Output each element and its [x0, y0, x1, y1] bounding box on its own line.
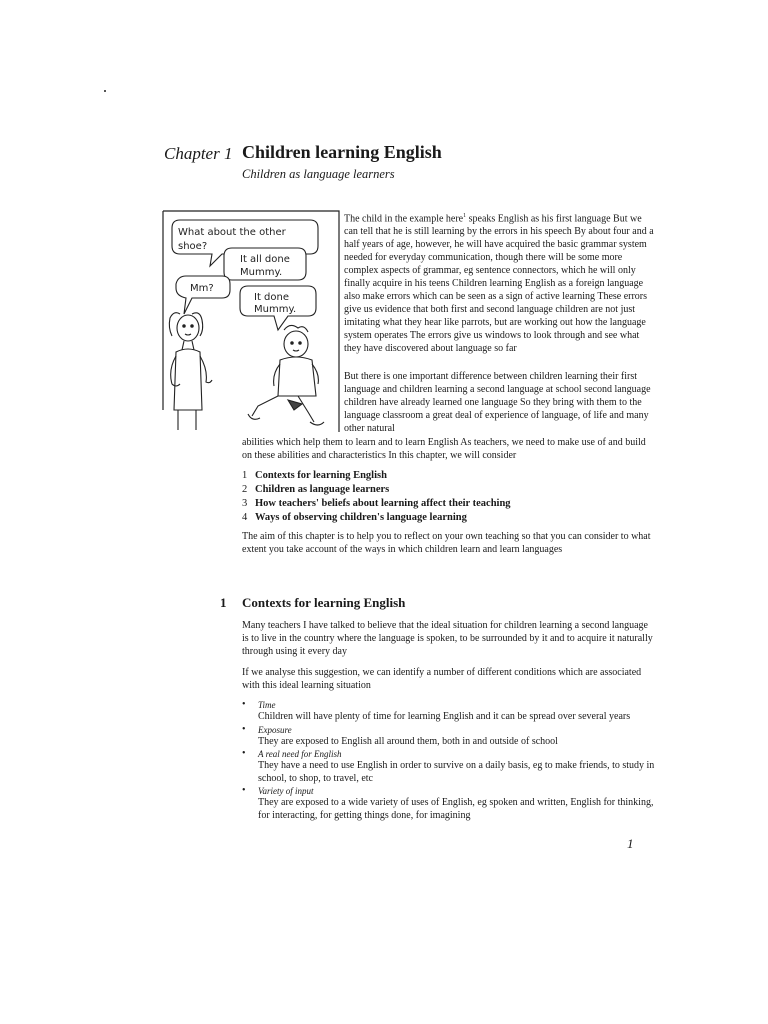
- bubble-4-line-2: Mummy.: [254, 304, 297, 315]
- cartoon-illustration: [162, 210, 340, 432]
- contents-item: 4 Ways of observing children's language learning: [242, 512, 467, 523]
- difference-paragraph-continued: abilities which help them to learn and to learn English As teachers, we need to make use of and build on these abilities and characteristics In this chapter, we will consider: [242, 437, 646, 461]
- list-item: • Time Children will have plenty of time for learning English and it can be spread over several years: [242, 699, 631, 723]
- bubble-4-line-1: It done: [254, 292, 290, 303]
- ideal-situation-paragraph: Many teachers I have talked to believe that the ideal situation for children learning a second language is to live in the country where the language is spoken, to be surrounded by it and to acquire it naturally through using it every day: [242, 620, 653, 657]
- conditions-paragraph: If we analyse this suggestion, we can identify a number of different conditions which are associated with this ideal learning situation: [242, 667, 642, 691]
- conditions-list: [242, 699, 662, 822]
- chapter-subtitle: Children as language learners: [242, 167, 395, 181]
- contents-item: 2 Children as language learners: [242, 484, 390, 495]
- chapter-label: Chapter 1: [164, 144, 233, 163]
- section-number: 1: [220, 595, 227, 610]
- aim-paragraph: The aim of this chapter is to help you to reflect on your own teaching so that you can consider to what extent you take account of the ways in which children learn and learn languages: [242, 531, 651, 555]
- list-item: • Variety of input They are exposed to a wide variety of uses of English, eg spoken and written, English for thinking, for interacting, for getting things done, for imagining: [242, 785, 654, 821]
- difference-paragraph: But there is one important difference between children learning their first language and children learning a second language at school second language children have already learned one language So they bring with them to the language classroom a great deal of experience of language, of life and many other natural: [344, 371, 651, 434]
- chapter-title: Children learning English: [242, 142, 442, 162]
- bubble-1-line-2: shoe?: [178, 241, 208, 252]
- list-item: • A real need for English They have a need to use English in order to survive on a daily basis, eg to make friends, to study in school, to shop, to travel, etc: [242, 748, 655, 784]
- bullet-icon: •: [242, 748, 246, 760]
- stray-mark: [104, 90, 106, 92]
- list-item: • Exposure They are exposed to English all around them, both in and outside of school: [242, 723, 558, 747]
- page-number: 1: [627, 836, 634, 851]
- bullet-icon: •: [242, 785, 246, 797]
- bullet-icon: •: [242, 699, 246, 710]
- section-heading: Contexts for learning English: [242, 595, 406, 610]
- chapter-contents-list: [242, 469, 662, 525]
- bullet-icon: •: [242, 723, 246, 735]
- contents-item: 3 How teachers' beliefs about learning affect their teaching: [242, 498, 511, 509]
- footnote-marker: 1: [463, 213, 467, 219]
- bubble-2-line-1: It all done: [240, 254, 290, 265]
- bubble-2-line-2: Mummy.: [240, 267, 283, 278]
- contents-item: 1 Contexts for learning English: [242, 470, 387, 481]
- bubble-1-line-1: What about the other: [178, 227, 286, 238]
- child-figure: [248, 325, 324, 425]
- intro-paragraph: The child in the example here$^1$ speaks English as his first language But we can tell that he is still learning by the errors in his speech By about four and a half years of age, however, he will have acquired the basic grammar system needed for everyday communication, though there will be some more complex aspects of grammar, eg sentence connectors, which he will only finally acquire in his teens Children learning English as a foreign language also make errors which can be seen as a sign of active learning These errors give us evidence that both first and second language children are not just imitating what they hear like parrots, but are working out how the language system operates The errors give us windows to look through and see what they have discovered about language so far: [344, 213, 654, 355]
- bubble-3-text: Mm?: [190, 283, 214, 294]
- mother-figure: [169, 313, 212, 430]
